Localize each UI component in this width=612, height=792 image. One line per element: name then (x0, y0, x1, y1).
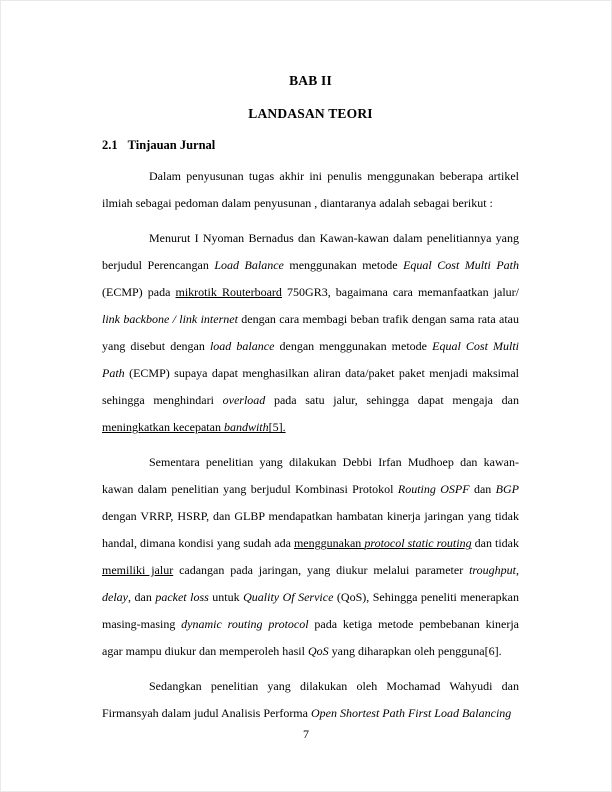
text-run: packet loss (155, 590, 209, 605)
text-run: dan tidak (471, 536, 520, 551)
text-run: (QoS), Sehingga peneliti menerapkan masing-masing (102, 590, 519, 632)
text-run: dan (469, 482, 496, 497)
text-run: Quality Of Service (243, 590, 334, 605)
text-run: dengan menggunakan metode (274, 339, 433, 354)
page-content (102, 73, 519, 727)
text-run: Sementara penelitian yang dilakukan Debbi Irfan Mudhoep dan kawan-kawan dalam penelitian yang berjudul Kombinasi Protokol (102, 455, 519, 497)
text-run: Menurut I Nyoman Bernadus dan Kawan-kawan dalam penelitiannya yang berjudul Perencangan (102, 231, 519, 273)
text-run: protocol static routing (364, 536, 472, 551)
footer (1, 727, 611, 741)
text-run: meningkatkan kecepatan (102, 420, 224, 435)
text-run: Equal Cost Multi Path (403, 258, 519, 273)
text-run: dengan VRRP, HSRP, dan GLBP mendapatkan hambatan kinerja jaringan yang tidak handal, dimana kondisi yang sudah ada (102, 509, 519, 551)
text-run: menggunakan (293, 536, 365, 551)
text-run: BGP (495, 482, 519, 497)
section-number: 2.1 (102, 138, 118, 152)
text-run: delay (102, 590, 128, 605)
text-run: pada satu jalur, sehingga dapat mengaja dan (265, 393, 519, 408)
text-run: pada ketiga metode pembebanan kinerja agar mampu diukur dan memperoleh hasil (102, 617, 520, 659)
section-title: Tinjauan Jurnal (127, 138, 216, 152)
paragraph (102, 163, 519, 217)
text-run: 750GR3, bagaimana cara memanfaatkan jalur/ (281, 285, 519, 300)
text-run: cadangan pada jaringan, yang diukur melalui parameter (173, 563, 470, 578)
text-run: (ECMP) supaya dapat menghasilkan aliran data/paket paket menjadi maksimal sehingga menghindari (102, 366, 519, 408)
text-run: untuk (208, 590, 244, 605)
text-run: Sedangkan penelitian yang dilakukan oleh Mochamad Wahyudi dan Firmansyah dalam judul Analisis Performa (102, 679, 519, 721)
text-run: dynamic routing protocol (181, 617, 309, 632)
paragraph (102, 673, 519, 727)
page-number: 7 (303, 727, 309, 741)
text-run: Routing OSPF (397, 482, 470, 497)
text-run: Dalam penyusunan tugas akhir ini penulis menggunakan beberapa artikel ilmiah sebagai pedoman dalam penyusunan , diantaranya adalah sebagai berikut : (102, 169, 519, 211)
section-heading (102, 138, 519, 153)
paragraphs (102, 163, 519, 727)
text-run: overload (222, 393, 266, 408)
text-run: load balance (209, 339, 275, 354)
text-run: [5]. (268, 420, 286, 435)
paragraph (102, 225, 519, 441)
text-run: yang diharapkan oleh pengguna[6]. (328, 644, 502, 659)
chapter-title: LANDASAN TEORI (248, 106, 373, 121)
text-run: dengan cara membagi beban trafik dengan sama rata atau yang disebut dengan (102, 312, 520, 354)
text-run: Load Balance (214, 258, 284, 273)
text-run: QoS (307, 644, 329, 659)
text-run: bandwith (223, 420, 269, 435)
text-run: link backbone / link internet (102, 312, 238, 327)
chapter-heading: BAB II (289, 73, 332, 88)
text-run: (ECMP) pada (102, 285, 176, 300)
text-run: , dan (128, 590, 156, 605)
text-run: , (516, 563, 519, 578)
text-run: Open Shortest Path First Load Balancing (310, 706, 512, 721)
text-run: Equal Cost Multi Path (102, 339, 520, 381)
text-run: memiliki jalur (102, 563, 174, 578)
text-run: mikrotik Routerboard (175, 285, 282, 300)
text-run: troughput (469, 563, 516, 578)
paragraph (102, 449, 519, 665)
text-run: menggunakan metode (283, 258, 404, 273)
